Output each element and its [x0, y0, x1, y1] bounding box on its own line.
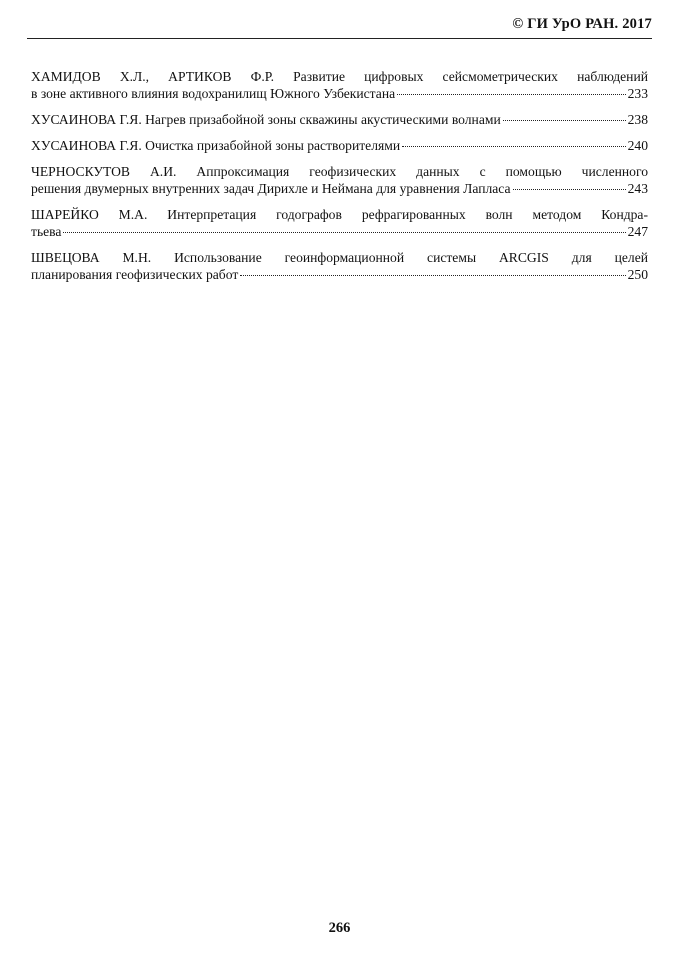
- dot-leader: [503, 120, 626, 121]
- copyright-notice: © ГИ УрО РАН. 2017: [512, 16, 652, 32]
- table-of-contents: [31, 68, 648, 292]
- toc-page-number: 233: [627, 86, 648, 101]
- toc-entry-line: ЧЕРНОСКУТОВ А.И. Аппроксимация геофизических данных с помощью численного: [31, 164, 648, 179]
- toc-page-number: 250: [627, 267, 648, 282]
- toc-entry: [31, 163, 648, 197]
- toc-entry: [31, 111, 648, 128]
- page-number: 266: [328, 920, 351, 936]
- toc-entry-title: в зоне активного влияния водохранилищ Южного Узбекистана: [31, 86, 396, 101]
- toc-entry: [31, 68, 648, 102]
- toc-page-number: 243: [627, 181, 648, 196]
- toc-entry: [31, 206, 648, 240]
- dot-leader: [397, 94, 625, 95]
- toc-entry-line: ХАМИДОВ Х.Л., АРТИКОВ Ф.Р. Развитие цифровых сейсмометрических наблюдений: [31, 69, 648, 84]
- dot-leader: [63, 232, 625, 233]
- toc-entry-title: тьева: [31, 224, 62, 239]
- toc-entry-title: решения двумерных внутренних задач Дирихле и Неймана для уравнения Лапласа: [31, 181, 511, 196]
- toc-entry-line: [31, 180, 648, 197]
- page-footer: [0, 920, 679, 937]
- toc-entry: [31, 137, 648, 154]
- toc-entry-title: ХУСАИНОВА Г.Я. Нагрев призабойной зоны скважины акустическими волнами: [31, 112, 501, 127]
- dot-leader: [513, 189, 626, 190]
- toc-page-number: 238: [627, 112, 648, 127]
- toc-page-number: 240: [627, 138, 648, 153]
- toc-entry-title: планирования геофизических работ: [31, 267, 239, 282]
- toc-entry-line: [31, 266, 648, 283]
- dot-leader: [402, 146, 626, 147]
- toc-page-number: 247: [627, 224, 648, 239]
- toc-entry-line: ШВЕЦОВА М.Н. Использование геоинформационной системы ARCGIS для целей: [31, 250, 648, 265]
- page-header: [27, 16, 652, 39]
- toc-entry-title: ХУСАИНОВА Г.Я. Очистка призабойной зоны растворителями: [31, 138, 401, 153]
- dot-leader: [240, 275, 625, 276]
- toc-entry-line: [31, 137, 648, 154]
- toc-entry-line: [31, 223, 648, 240]
- toc-entry: [31, 249, 648, 283]
- toc-entry-line: [31, 85, 648, 102]
- toc-entry-line: [31, 111, 648, 128]
- toc-entry-line: ШАРЕЙКО М.А. Интерпретация годографов рефрагированных волн методом Кондра-: [31, 207, 648, 222]
